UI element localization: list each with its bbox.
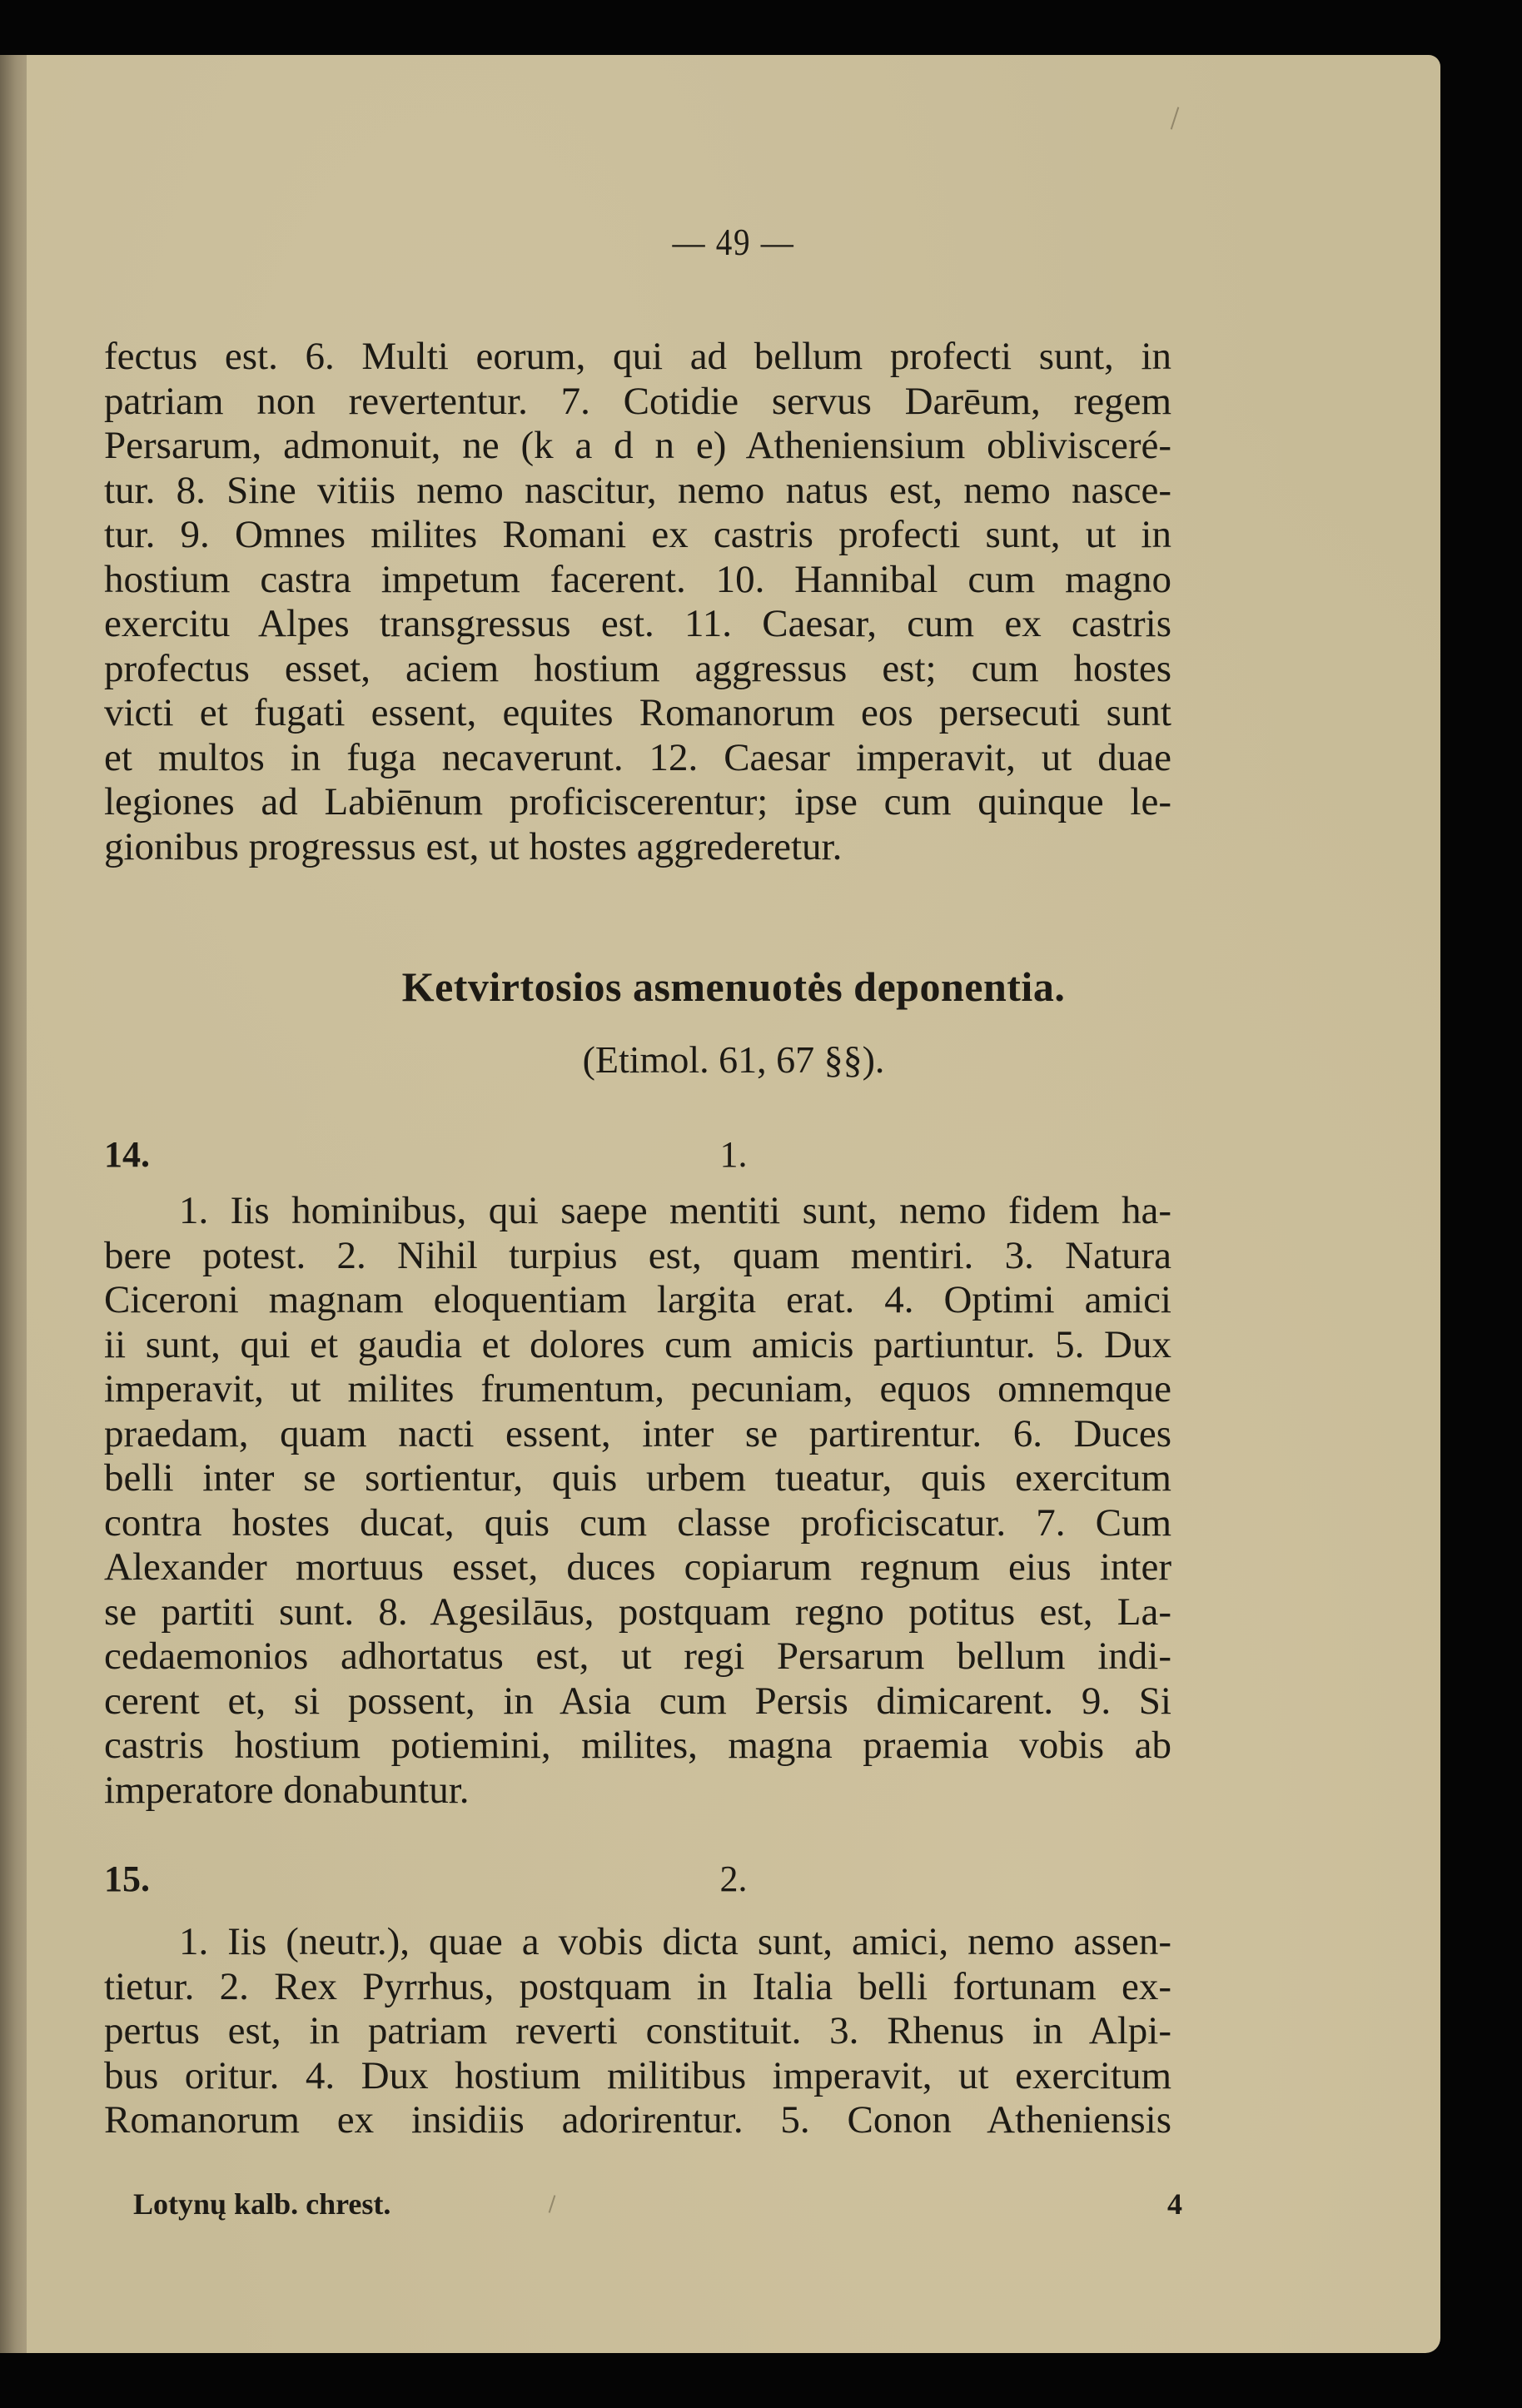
text-line: bere potest. 2. Nihil turpius est, quam mentiri. 3. Natura (104, 1233, 1171, 1277)
text-line: legiones ad Labiēnum proficiscerentur; ipse cum quinque le- (104, 780, 1171, 823)
section-title: Ketvirtosios asmenuotės deponentia. (401, 963, 1066, 1010)
exercise-number: 14. (104, 1134, 150, 1175)
text-line: contra hostes ducat, quis cum classe proficiscatur. 7. Cum (104, 1500, 1171, 1545)
text-line: Ciceroni magnam eloquentiam largita erat. 4. Optimi amici (104, 1278, 1171, 1321)
paper-mark (1171, 107, 1180, 129)
text-line: victi et fugati essent, equites Romanorum eos persecuti sunt (104, 691, 1171, 734)
continuation-paragraph (104, 335, 1171, 869)
text-line: profectus esset, aciem hostium aggressus est; cum hostes (104, 646, 1171, 690)
book-binding-edge (0, 55, 27, 2353)
text-line: ii sunt, qui et gaudia et dolores cum amicis partiuntur. 5. Dux (104, 1322, 1171, 1366)
text-line: cedaemonios adhortatus est, ut regi Persarum bellum indi- (104, 1634, 1171, 1678)
paragraph-exercise-14 (104, 1189, 1171, 1813)
text-line: tur. 9. Omnes milites Romani ex castris profecti sunt, ut in (104, 513, 1171, 556)
exercise-part: 2. (719, 1858, 748, 1899)
exercise-header-15 (27, 1858, 1440, 1908)
text-line: Persarum, admonuit, ne (k a d n e) Atheniensium oblivisceré- (104, 424, 1171, 467)
printer-signature: Lotynų kalb. chrest. (133, 2187, 391, 2221)
text-line: tietur. 2. Rex Pyrrhus, postquam in Italia belli fortunam ex- (104, 1964, 1171, 2008)
paragraph-continuation (104, 335, 1171, 869)
text-line: imperatore donabuntur. (104, 1768, 470, 1812)
text-line: exercitu Alpes transgressus est. 11. Caesar, cum ex castris (104, 602, 1171, 645)
exercise-part: 1. (719, 1134, 748, 1175)
text-line: castris hostium potiemini, milites, magna praemia vobis ab (104, 1724, 1171, 1767)
text-line: cerent et, si possent, in Asia cum Persis dimicarent. 9. Si (104, 1679, 1171, 1723)
text-line: praedam, quam nacti essent, inter se partirentur. 6. Duces (104, 1411, 1171, 1455)
text-line: et multos in fuga necaverunt. 12. Caesar imperavit, ut duae (104, 735, 1171, 779)
text-line: Romanorum ex insidiis adorirentur. 5. Conon Atheniensis (104, 2098, 1171, 2142)
exercise-15-text (104, 1920, 1171, 2143)
paper-mark (549, 2195, 556, 2213)
text-line: bus oritur. 4. Dux hostium militibus imperavit, ut exercitum (104, 2053, 1171, 2097)
text-line: imperavit, ut milites frumentum, pecuniam, equos omnemque (104, 1367, 1171, 1410)
text-line: 1. Iis hominibus, qui saepe mentiti sunt, nemo fidem ha- (179, 1189, 1171, 1232)
text-line: gionibus progressus est, ut hostes aggrederetur. (104, 824, 843, 868)
exercise-header-14 (27, 1133, 1440, 1183)
exercise-number: 15. (104, 1858, 150, 1899)
text-line: belli inter se sortientur, quis urbem tueatur, quis exercitum (104, 1456, 1171, 1500)
text-line: patriam non revertentur. 7. Cotidie servus Darēum, regem (104, 379, 1171, 423)
exercise-14-text (104, 1189, 1171, 1813)
text-line: hostium castra impetum facerent. 10. Hannibal cum magno (104, 557, 1171, 601)
text-line: se partiti sunt. 8. Agesilāus, postquam regno potitus est, La- (104, 1590, 1171, 1634)
section-reference: (Etimol. 61, 67 §§). (582, 1038, 885, 1081)
text-line: 1. Iis (neutr.), quae a vobis dicta sunt, amici, nemo assen- (179, 1920, 1171, 1963)
text-line: Alexander mortuus esset, duces copiarum regnum eius inter (104, 1545, 1171, 1589)
sheet-number: 4 (1167, 2187, 1182, 2221)
book-page (27, 55, 1440, 2353)
text-line: tur. 8. Sine vitiis nemo nascitur, nemo natus est, nemo nasce- (104, 468, 1171, 512)
text-line: pertus est, in patriam reverti constituit. 3. Rhenus in Alpi- (104, 2009, 1171, 2052)
paragraph-exercise-15 (104, 1920, 1171, 2143)
text-line: fectus est. 6. Multi eorum, qui ad bellum profecti sunt, in (104, 335, 1171, 378)
page-number: — 49 — (672, 221, 795, 263)
